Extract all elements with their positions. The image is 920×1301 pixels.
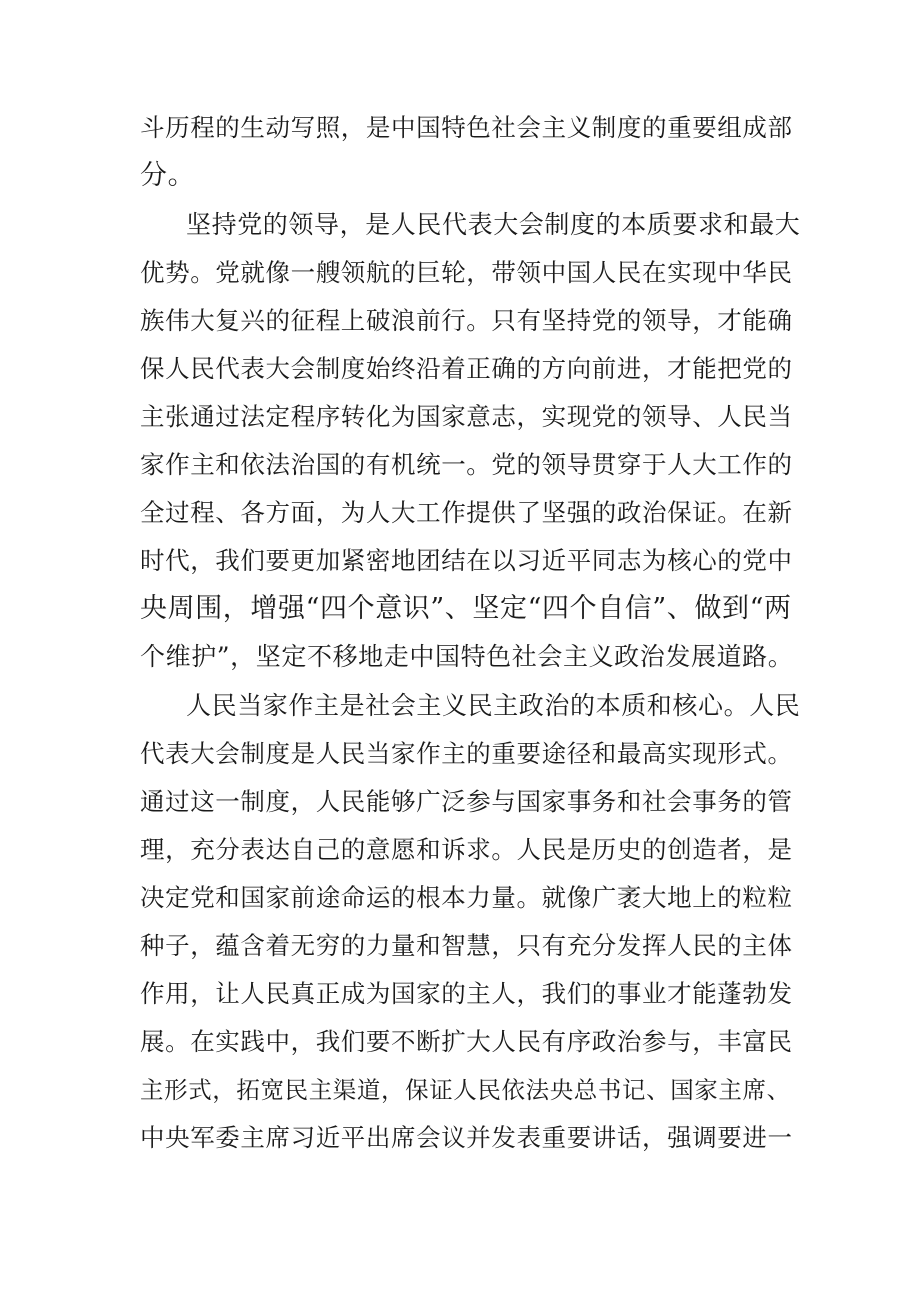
text-line: 家作主和依法治国的有机统一。党的领导贯穿于人大工作的: [140, 450, 793, 479]
text-line: 分。: [140, 160, 196, 191]
text-line: 央周围，增强“四个意识”、坚定“四个自信”、做到“两: [140, 593, 792, 624]
text-line: 作用，让人民真正成为国家的主人，我们的事业才能蓬勃发: [140, 979, 793, 1008]
text-line: 优势。党就像一艘领航的巨轮，带领中国人民在实现中华民: [140, 258, 793, 287]
text-line: 代表大会制度是人民当家作主的重要途径和最高实现形式。: [140, 739, 793, 768]
text-line: 中央军委主席习近平出席会议并发表重要讲话，强调要进一: [140, 1123, 793, 1152]
text-line: 种子，蕴含着无穷的力量和智慧，只有充分发挥人民的主体: [140, 931, 793, 960]
text-line: 全过程、各方面，为人大工作提供了坚强的政治保证。在新: [140, 498, 793, 527]
text-line: 主形式，拓宽民主渠道，保证人民依法央总书记、国家主席、: [140, 1076, 791, 1104]
text-line: 保人民代表大会制度始终沿着正确的方向前进，才能把党的: [140, 354, 793, 383]
text-line: 族伟大复兴的征程上破浪前行。只有坚持党的领导，才能确: [140, 306, 793, 335]
text-line: 个维护”，坚定不移地走中国特色社会主义政治发展道路。: [140, 642, 794, 671]
text-line: 展。在实践中，我们要不断扩大人民有序政治参与，丰富民: [140, 1027, 793, 1056]
text-line: 斗历程的生动写照，是中国特色社会主义制度的重要组成部: [140, 113, 793, 142]
text-line: 理，充分表达自己的意愿和诉求。人民是历史的创造者，是: [140, 835, 793, 864]
text-line: 通过这一制度，人民能够广泛参与国家事务和社会事务的管: [140, 787, 793, 816]
text-line: 主张通过法定程序转化为国家意志，实现党的领导、人民当: [140, 402, 793, 431]
paragraph-start-line: 坚持党的领导，是人民代表大会制度的本质要求和最大: [186, 210, 801, 239]
text-line: 时代，我们要更加紧密地团结在以习近平同志为核心的党中: [140, 546, 793, 575]
text-line: 决定党和国家前途命运的根本力量。就像广袤大地上的粒粒: [140, 883, 793, 912]
paragraph-start-line: 人民当家作主是社会主义民主政治的本质和核心。人民: [186, 691, 801, 720]
